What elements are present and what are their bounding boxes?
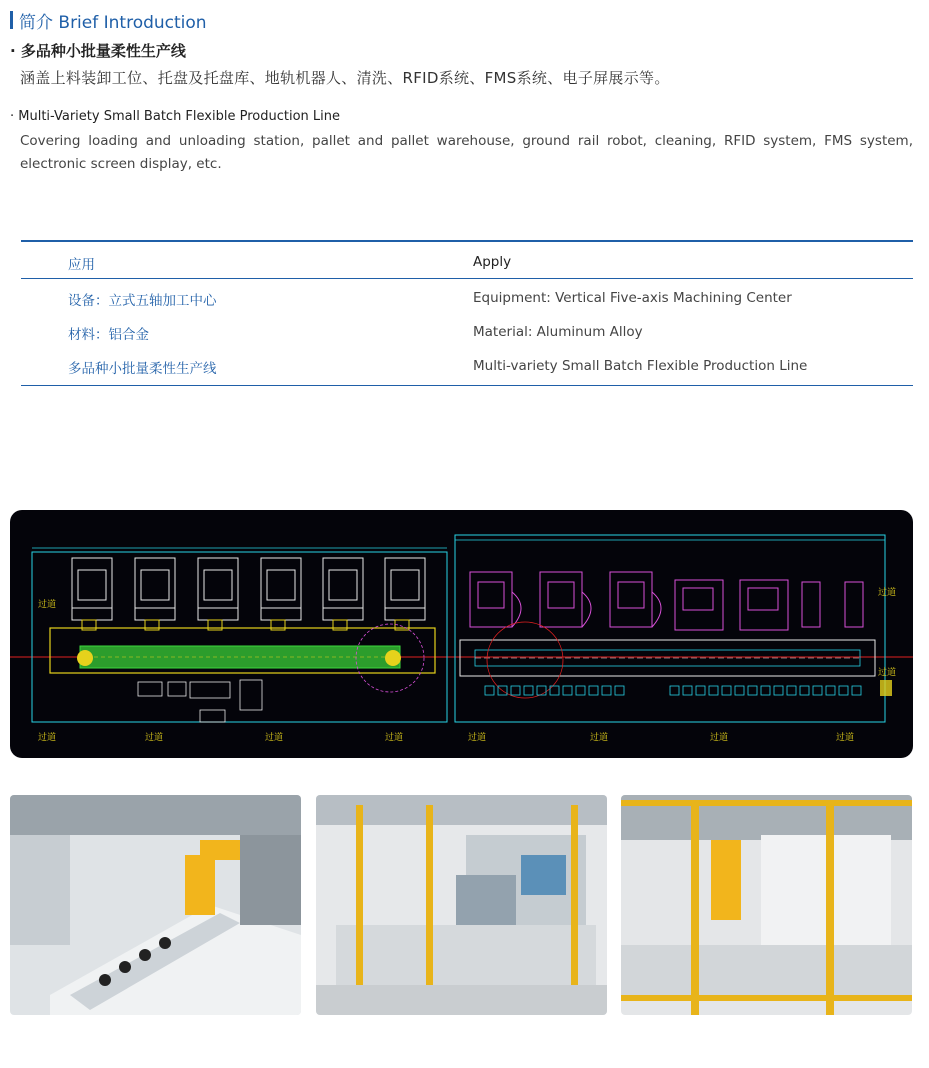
photo-machining-center [316,795,607,1015]
title-accent-bar [10,11,13,29]
section-title-text: 简介 Brief Introduction [19,12,207,33]
cn-heading: · 多品种小批量柔性生产线 [10,42,186,60]
five-axis-machine-group [470,572,863,630]
loading-stations [138,680,262,722]
left-robot-rail [80,646,400,668]
robot-marker [385,650,401,666]
table-row [21,347,913,381]
production-line-layout-drawing [10,510,913,758]
table-row [21,313,913,347]
row-en: Multi-variety Small Batch Flexible Production Line [473,358,808,374]
header-cn: 应用 [68,257,95,273]
photo-fenced-robot [621,795,912,1015]
en-description: Covering loading and unloading station, pallet and pallet warehouse, ground rail robot, cleaning, RFID system, FMS system, electronic screen display, etc. [20,133,913,172]
aisle-label: 过道 [878,668,897,678]
application-table [21,240,913,386]
aisle-label: 过道 [836,733,855,743]
aisle-label: 过道 [590,733,609,743]
row-cn: 设备：立式五轴加工中心 [68,293,217,309]
row-cn: 材料：铝合金 [68,327,149,343]
row-en: Equipment: Vertical Five-axis Machining Center [473,290,792,306]
en-heading: · Multi-Variety Small Batch Flexible Production Line [10,109,340,124]
layout-drawing-svg [10,510,913,758]
header-en: Apply [473,254,512,270]
cn-description: 涵盖上料装卸工位、托盘及托盘库、地轨机器人、清洗、RFID系统、FMS系统、电子屏展示等。 [20,69,670,87]
table-header-row [21,242,913,279]
left-machine-group [72,558,425,630]
table-bottom-rule [21,385,913,386]
table-row [21,279,913,313]
row-cn: 多品种小批量柔性生产线 [68,361,217,377]
photo-robot-line [10,795,301,1015]
robot-marker [77,650,93,666]
pallet-warehouse [485,686,861,695]
section-title [10,9,207,31]
aisle-label: 过道 [385,733,404,743]
row-en: Material: Aluminum Alloy [473,324,643,340]
aisle-label: 过道 [468,733,487,743]
aisle-label: 过道 [38,733,57,743]
robot-arm-shape [185,855,215,915]
aisle-label: 过道 [265,733,284,743]
aisle-label: 过道 [38,600,57,610]
aisle-label: 过道 [145,733,164,743]
aisle-label: 过道 [710,733,729,743]
aisle-label: 过道 [878,588,897,598]
